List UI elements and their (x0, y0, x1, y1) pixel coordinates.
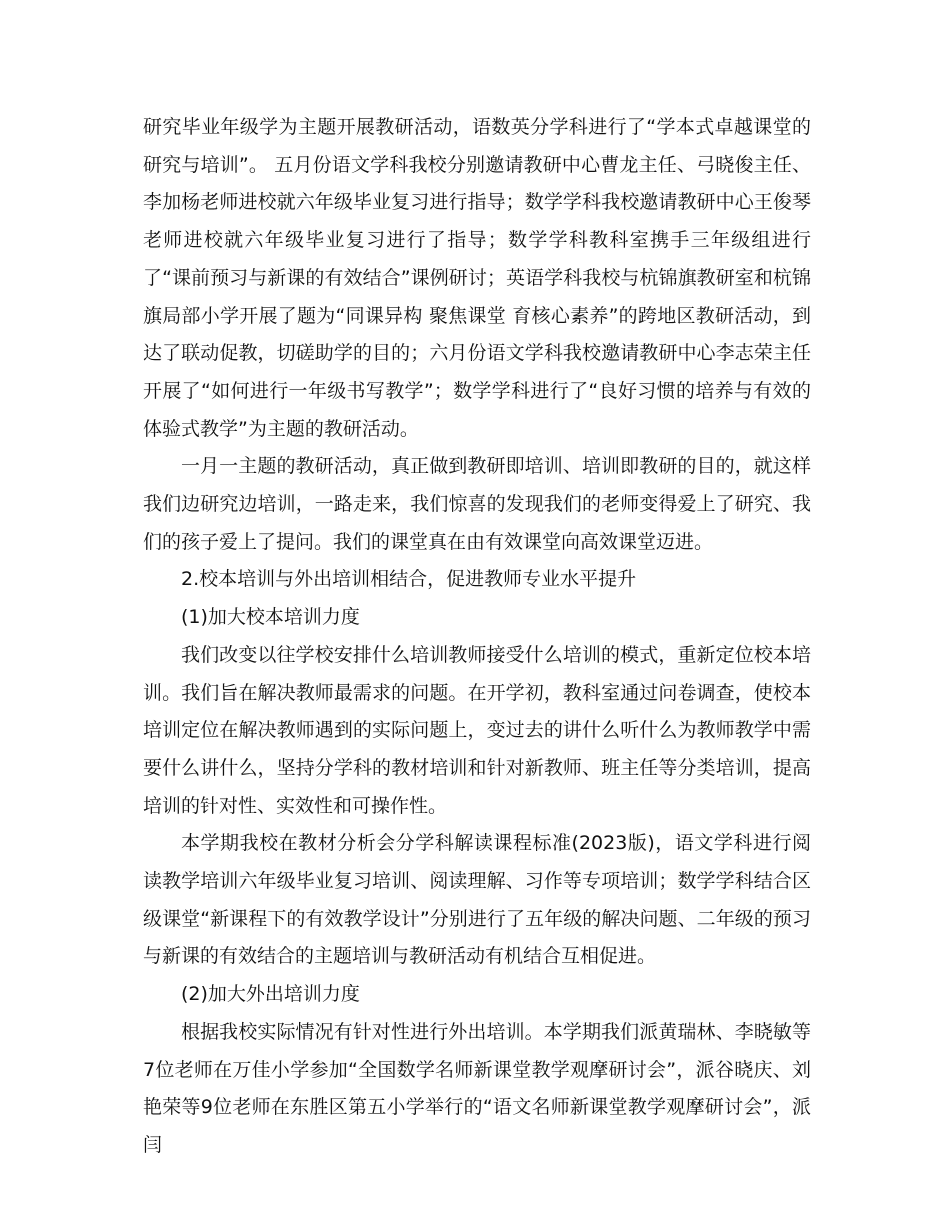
paragraph-5: 根据我校实际情况有针对性进行外出培训。本学期我们派黄瑞林、李晓敏等7位老师在万佳小学参加“全国数学名师新课堂教学观摩研讨会”，派谷晓庆、刘艳荣等9位老师在东胜区第五小学举行的“语文名师新课堂教学观摩研讨会”，派闫 (143, 1020, 811, 1156)
document-body (143, 109, 811, 1165)
paragraph-3: 我们改变以往学校安排什么培训教师接受什么培训的模式，重新定位校本培训。我们旨在解决教师最需求的问题。在开学初，教科室通过问卷调查，使校本培训定位在解决教师遇到的实际问题上，变过去的讲什么听什么为教师教学中需要什么讲什么，坚持分学科的教材培训和针对新教师、班主任等分类培训，提高培训的针对性、实效性和可操作性。 (143, 643, 811, 817)
paragraph-2: 一月一主题的教研活动，真正做到教研即培训、培训即教研的目的，就这样我们边研究边培训，一路走来，我们惊喜的发现我们的老师变得爱上了研究、我们的孩子爱上了提问。我们的课堂真在由有效课堂向高效课堂迈进。 (143, 455, 811, 553)
subsection-heading-1: (1)加大校本培训力度 (181, 606, 360, 629)
paragraph-4: 本学期我校在教材分析会分学科解读课程标准(2023版)，语文学科进行阅读教学培训六年级毕业复习培训、阅读理解、习作等专项培训；数学学科结合区级课堂“新课程下的有效教学设计”分别进行了五年级的解决问题、二年级的预习与新课的有效结合的主题培训与教研活动有机结合互相促进。 (143, 832, 811, 968)
paragraph-1: 研究毕业年级学为主题开展教研活动，语数英分学科进行了“学本式卓越课堂的研究与培训”。 五月份语文学科我校分别邀请教研中心曹龙主任、弓晓俊主任、李加杨老师进校就六年级毕业复习进行指导；数学学科我校邀请教研中心王俊琴老师进校就六年级毕业复习进行了指导；数学学科教科室携手三年级组进行了“课前预习与新课的有效结合”课例研讨；英语学科我校与杭锦旗教研室和杭锦旗局部小学开展了题为“同课异构 聚焦课堂 育核心素养”的跨地区教研活动，到达了联动促教，切磋助学的目的；六月份语文学科我校邀请教研中心李志荣主任开展了“如何进行一年级书写教学”；数学学科进行了“良好习惯的培养与有效的体验式教学”为主题的教研活动。 (143, 116, 811, 440)
subsection-heading-2: (2)加大外出培训力度 (181, 983, 360, 1006)
section-heading-2: 2.校本培训与外出培训相结合，促进教师专业水平提升 (181, 568, 637, 591)
